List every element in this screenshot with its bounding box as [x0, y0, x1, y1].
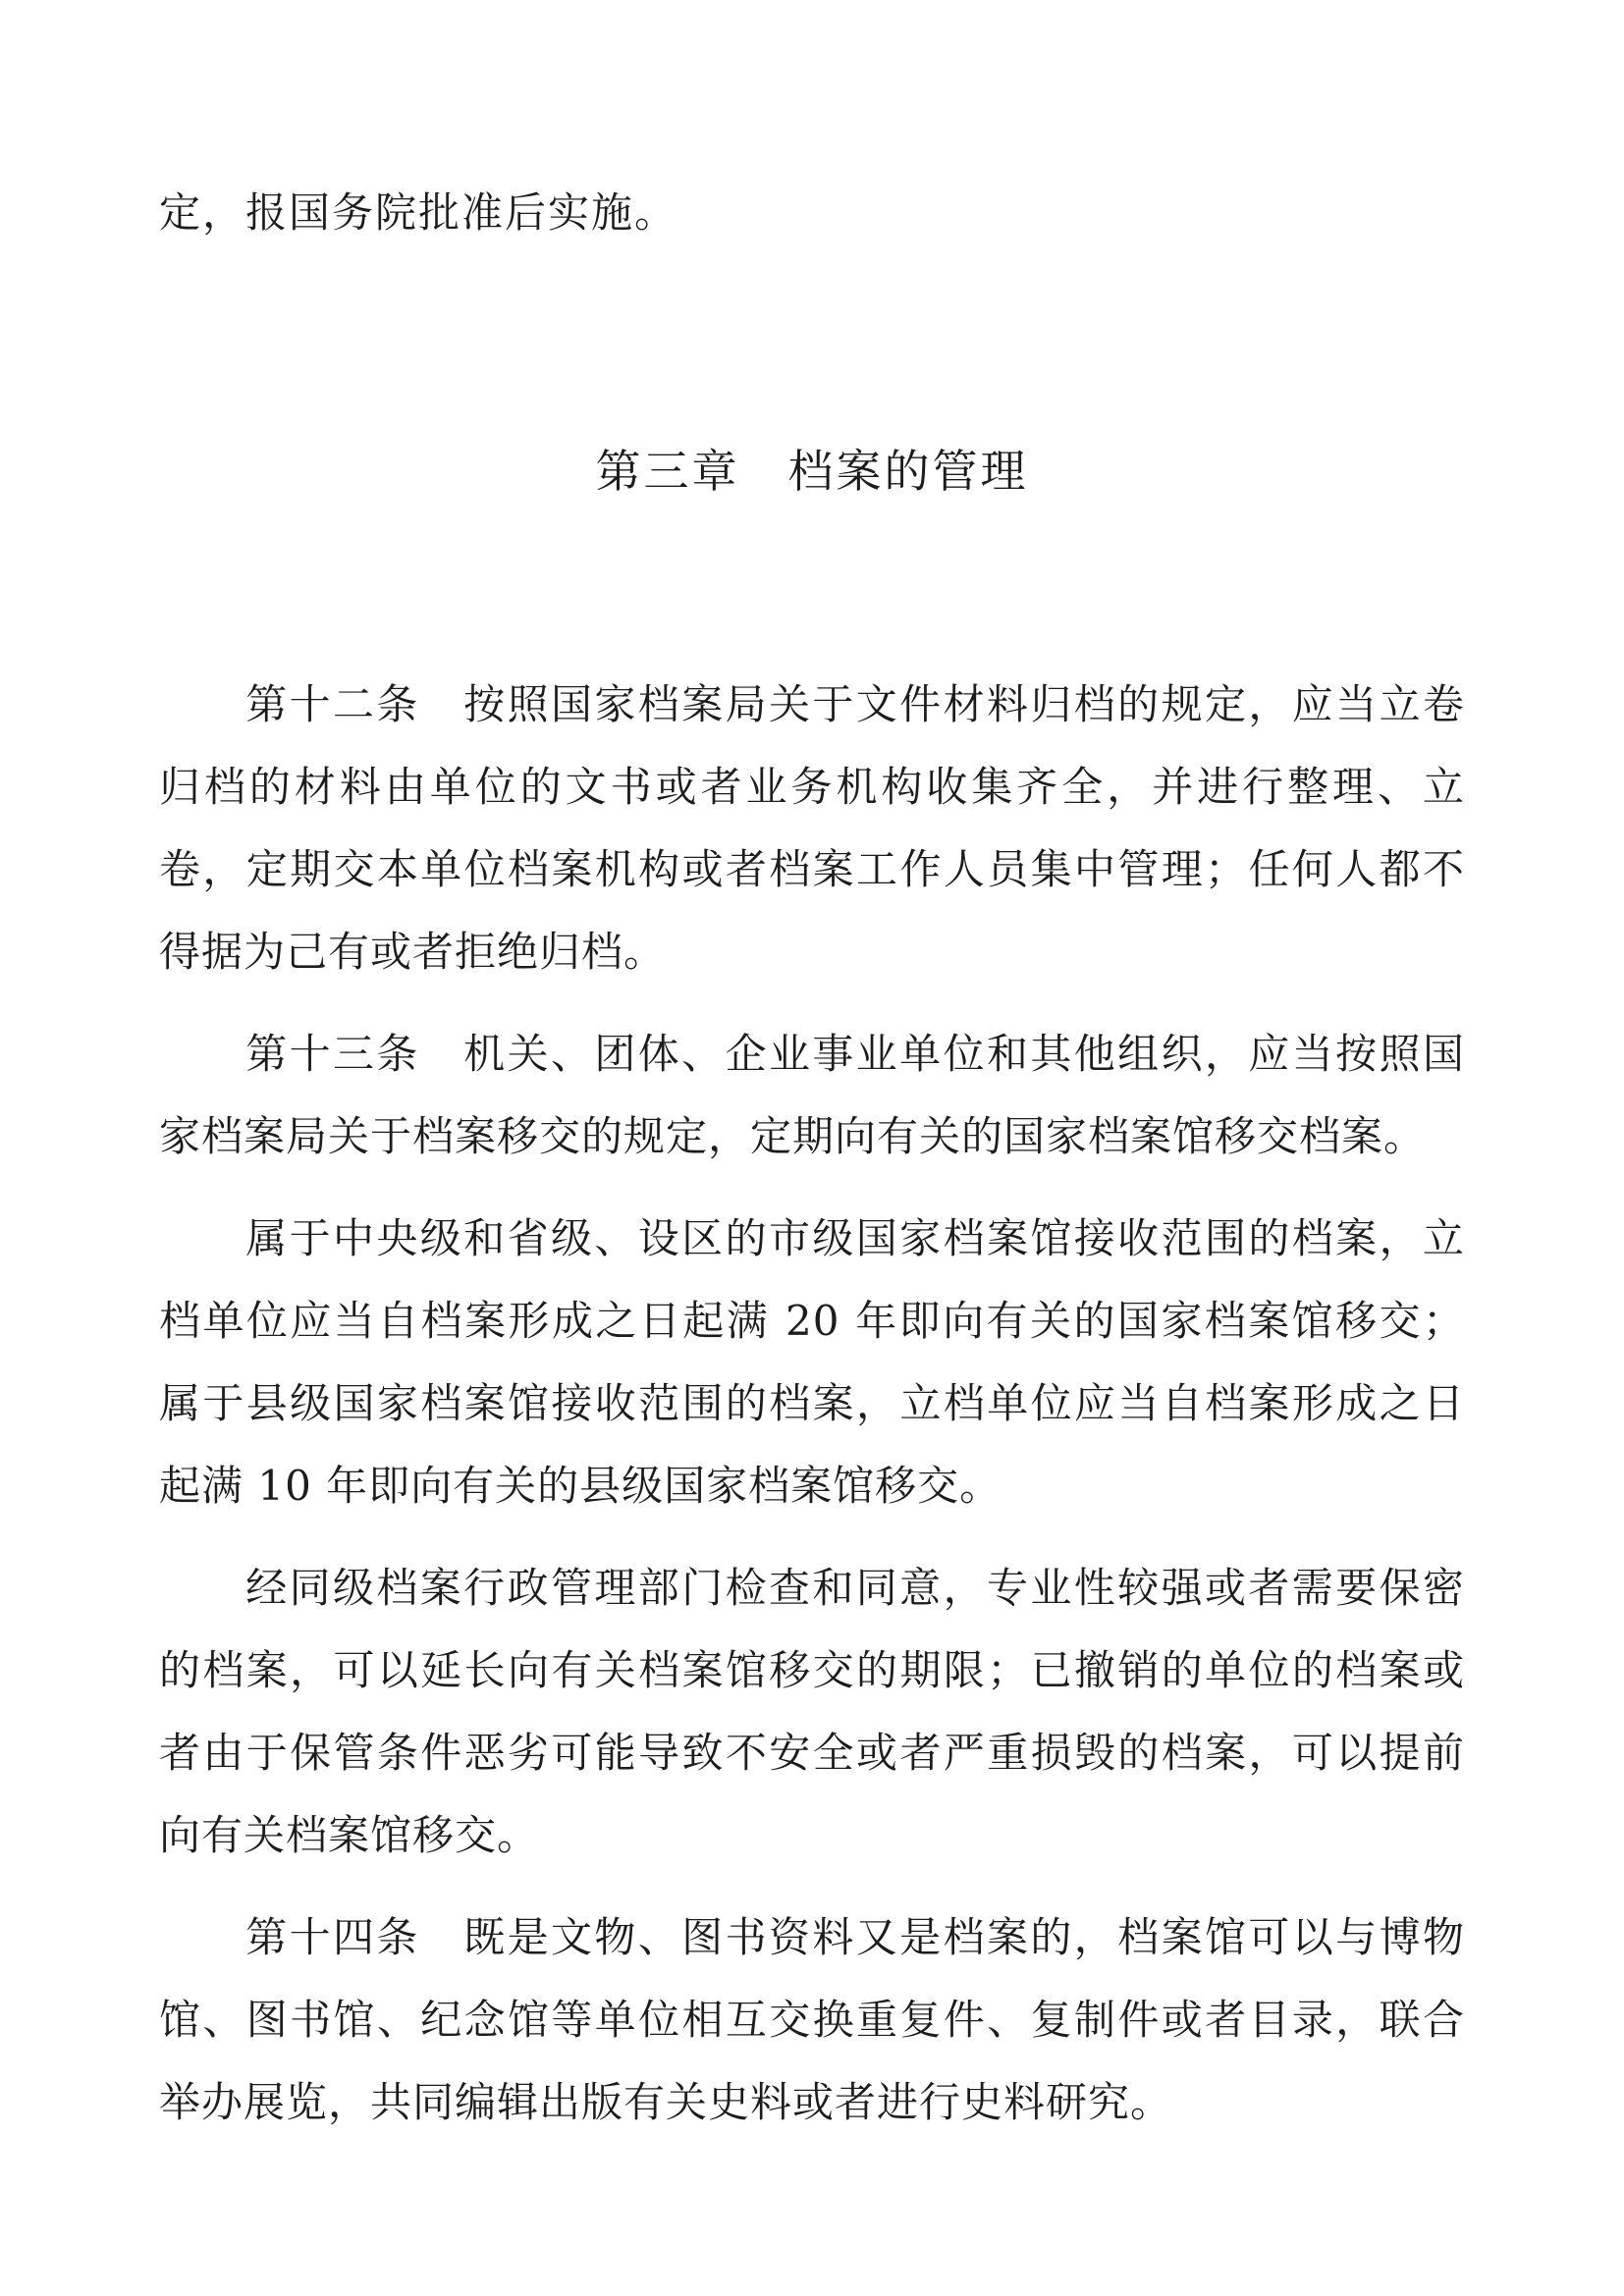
article-paragraph-14: 第十四条 既是文物、图书资料又是档案的，档案馆可以与博物馆、图书馆、纪念馆等单位相互交换重复件、复制件或者目录，联合举办展览，共同编辑出版有关史料或者进行史料研究。: [159, 1913, 1465, 2126]
article-paragraph-12: 第十二条 按照国家档案局关于文件材料归档的规定，应当立卷归档的材料由单位的文书或者业务机构收集齐全，并进行整理、立卷，定期交本单位档案机构或者档案工作人员集中管理；任何人都不得据为己有或者拒绝归档。: [159, 680, 1465, 976]
document-body: [159, 664, 1465, 2144]
article-paragraph-13-clause-2: 属于中央级和省级、设区的市级国家档案馆接收范围的档案，立档单位应当自档案形成之日起满 20 年即向有关的国家档案馆移交；属于县级国家档案馆接收范围的档案，立档单位应当自档案形成之日起满 10 年即向有关的县级国家档案馆移交。: [159, 1214, 1465, 1510]
continuation-line: 定，报国务院批准后实施。: [159, 188, 678, 237]
article-paragraph-13: 第十三条 机关、团体、企业事业单位和其他组织，应当按照国家档案局关于档案移交的规定，定期向有关的国家档案馆移交档案。: [159, 1030, 1465, 1160]
article-paragraph-13-clause-3: 经同级档案行政管理部门检查和同意，专业性较强或者需要保密的档案，可以延长向有关档案馆移交的期限；已撤销的单位的档案或者由于保管条件恶劣可能导致不安全或者严重损毁的档案，可以提前向有关档案馆移交。: [159, 1564, 1465, 1859]
chapter-heading: 第三章 档案的管理: [595, 445, 1029, 498]
